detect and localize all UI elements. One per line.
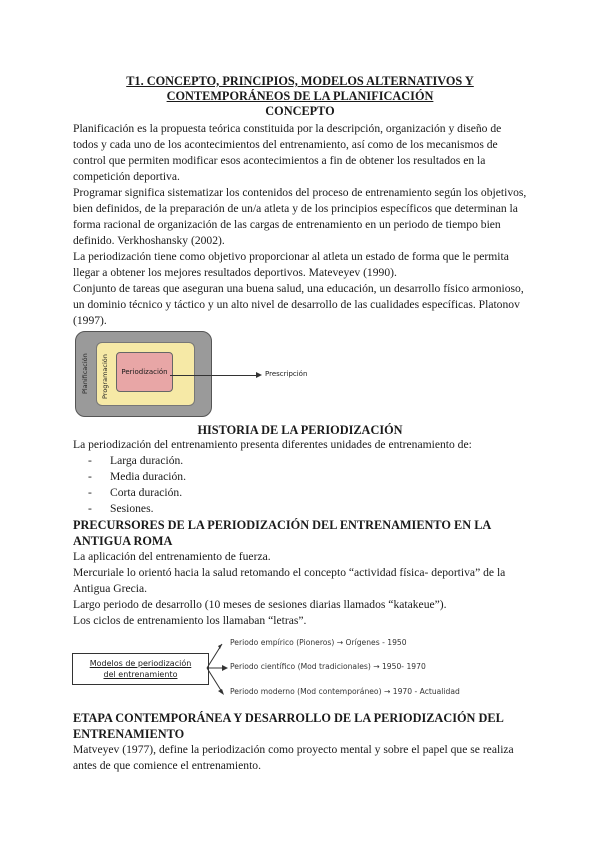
list-item: - Media duración. xyxy=(88,469,186,485)
branch-cientifico: Periodo científico (Mod tradicionales) → 1950- 1970 xyxy=(230,662,426,671)
models-box-line-2: del entrenamiento xyxy=(103,670,178,679)
list-item: - Corta duración. xyxy=(88,485,186,501)
arrow-head-icon xyxy=(256,372,262,378)
models-box-line-1: Modelos de periodización xyxy=(89,659,192,668)
precursores-paragraph-4: Los ciclos de entrenamiento los llamaban “letras”. xyxy=(73,614,307,627)
concepto-paragraph-4: Conjunto de tareas que aseguran una buena salud, una educación, un desarrollo físico armonioso, un dominio técnico y táctico y un alto nivel de desarrollo de las cualidades específicas. Platonov (1997). xyxy=(73,282,524,327)
arrow-line xyxy=(170,375,258,376)
branch-arrows xyxy=(72,638,232,700)
precursores-heading: PRECURSORES DE LA PERIODIZACIÓN DEL ENTRENAMIENTO EN LA ANTIGUA ROMA xyxy=(73,518,491,548)
periodization-models-figure xyxy=(72,638,492,700)
concepto-heading: CONCEPTO xyxy=(265,104,335,118)
etapa-paragraph-1: Matveyev (1977), define la periodización como proyecto mental y sobre el papel que se realiza antes de que comience el entrenamiento. xyxy=(73,743,514,772)
concepto-paragraph-2: Programar significa sistematizar los contenidos del proceso de entrenamiento según los objetivos, bien definidos, de la preparación de un/a atleta y de los principios específicos que determinan la forma racional de organización de las cargas de entrenamiento en un periodo de tiempo bien definido. Verkhoshansky (2002). xyxy=(73,186,527,247)
planificacion-box xyxy=(75,331,212,417)
planificacion-label: Planificación xyxy=(81,353,89,394)
etapa-heading: ETAPA CONTEMPORÁNEA Y DESARROLLO DE LA PERIODIZACIÓN DEL ENTRENAMIENTO xyxy=(73,711,504,741)
programacion-label: Programación xyxy=(101,354,109,399)
concepto-paragraph-1: Planificación es la propuesta teórica constituida por la descripción, organización y diseño de todos y cada uno de los acontecimientos del entrenamiento, así como de los mecanismos de control que permiten modificar esos acontecimientos a fin de obtener los resultados en la competición deportiva. xyxy=(73,122,502,183)
title-line-2: CONTEMPORÁNEOS DE LA PLANIFICACIÓN xyxy=(166,89,434,103)
list-item: - Sesiones. xyxy=(88,501,186,517)
duration-list xyxy=(88,453,186,517)
title-line-1: T1. CONCEPTO, PRINCIPIOS, MODELOS ALTERNATIVOS Y xyxy=(126,74,474,88)
periodizacion-box xyxy=(116,352,173,392)
branch-empirico: Periodo empírico (Pioneros) → Orígenes - 1950 xyxy=(230,638,407,647)
list-item: - Larga duración. xyxy=(88,453,186,469)
periodizacion-label: Periodización xyxy=(121,368,168,376)
concepto-paragraph-3: La periodización tiene como objetivo proporcionar al atleta un estado de forma que le permita llegar a obtener los mejores resultados deportivos. Mateveyev (1990). xyxy=(73,250,509,279)
historia-heading: HISTORIA DE LA PERIODIZACIÓN xyxy=(197,423,403,437)
precursores-paragraph-2: Mercuriale lo orientó hacia la salud retomando el concepto “actividad física- deportiva” de la Antigua Grecia. xyxy=(73,566,506,595)
historia-intro: La periodización del entrenamiento presenta diferentes unidades de entrenamiento de: xyxy=(73,438,472,451)
precursores-paragraph-3: Largo periodo de desarrollo (10 meses de sesiones diarias llamados “katakeue”). xyxy=(73,598,447,611)
document-title xyxy=(70,74,530,104)
branch-moderno: Periodo moderno (Mod contemporáneo) → 1970 - Actualidad xyxy=(230,687,460,696)
precursores-paragraph-1: La aplicación del entrenamiento de fuerza. xyxy=(73,550,271,563)
planning-hierarchy-figure xyxy=(75,331,308,416)
prescripcion-label: Prescripción xyxy=(265,370,308,378)
